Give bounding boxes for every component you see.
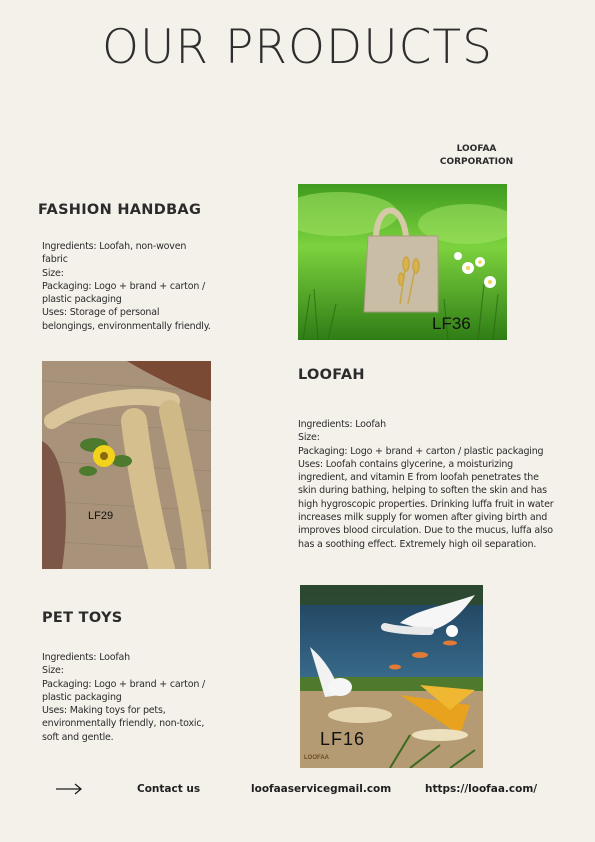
desc-line: fabric — [42, 254, 68, 266]
website-link[interactable]: https://loofaa.com/ — [425, 783, 538, 795]
desc-line: Ingredients: Loofah — [42, 652, 130, 663]
desc-line: Packaging: Logo + brand + carton / — [42, 280, 205, 292]
contact-us-label[interactable]: Contact us — [137, 783, 201, 795]
desc-line: plastic packaging — [42, 294, 122, 306]
desc-line: skin during bathing, helping to soften the skin and has — [298, 485, 547, 497]
product-logo-text: LOOFAA — [304, 755, 329, 761]
product-title-loofah: LOOFAH — [298, 367, 365, 383]
desc-line: belongings, environmentally friendly. — [42, 320, 211, 332]
desc-line: Size: — [42, 665, 64, 677]
page-title: OUR PRODUCTS — [102, 20, 493, 75]
desc-line: Size: — [42, 267, 64, 279]
desc-line: environmentally friendly, non-toxic, — [42, 718, 205, 730]
desc-line: has a soothing effect. Extremely high oil separation. — [298, 538, 537, 550]
product-code-pet-toys: LF16 — [320, 729, 366, 749]
desc-line: plastic packaging — [42, 691, 122, 703]
desc-line: increases milk supply for women after giving birth and — [298, 512, 548, 524]
email-link[interactable]: loofaaservicegmail.com — [251, 783, 392, 795]
product-title-pet-toys: PET TOYS — [42, 610, 123, 626]
product-code-handbag: LF36 — [432, 314, 471, 333]
product-image-loofah — [42, 361, 211, 569]
product-description-pet-toys — [42, 651, 232, 744]
arrow-right-icon — [55, 782, 83, 796]
product-image-handbag — [298, 184, 507, 340]
desc-line: Packaging: Logo + brand + carton / — [42, 678, 205, 690]
desc-line: soft and gentle. — [42, 731, 114, 743]
desc-line: improves blood circulation. Due to the mucus, luffa also — [298, 525, 553, 537]
product-title-handbag: FASHION HANDBAG — [38, 202, 202, 218]
desc-line: ingredient, and vitamin E from loofah penetrates the — [298, 472, 539, 484]
product-description-loofah — [298, 418, 578, 551]
product-description-handbag — [42, 240, 232, 333]
product-image-pet-toys — [300, 585, 483, 768]
desc-line: Uses: Making toys for pets, — [42, 705, 166, 717]
desc-line: Ingredients: Loofah — [298, 419, 386, 430]
desc-line: high hygroscopic properties. Drinking luffa fruit in water — [298, 498, 554, 510]
product-code-loofah: LF29 — [88, 510, 114, 522]
desc-line: Uses: Storage of personal — [42, 307, 160, 319]
desc-line: Size: — [298, 432, 320, 444]
desc-line: Ingredients: Loofah, non-woven — [42, 241, 187, 252]
desc-line: Packaging: Logo + brand + carton / plastic packaging — [298, 445, 544, 457]
desc-line: Uses: Loofah contains glycerine, a moisturizing — [298, 458, 513, 470]
brand-name: LOOFAA CORPORATION — [439, 144, 514, 167]
